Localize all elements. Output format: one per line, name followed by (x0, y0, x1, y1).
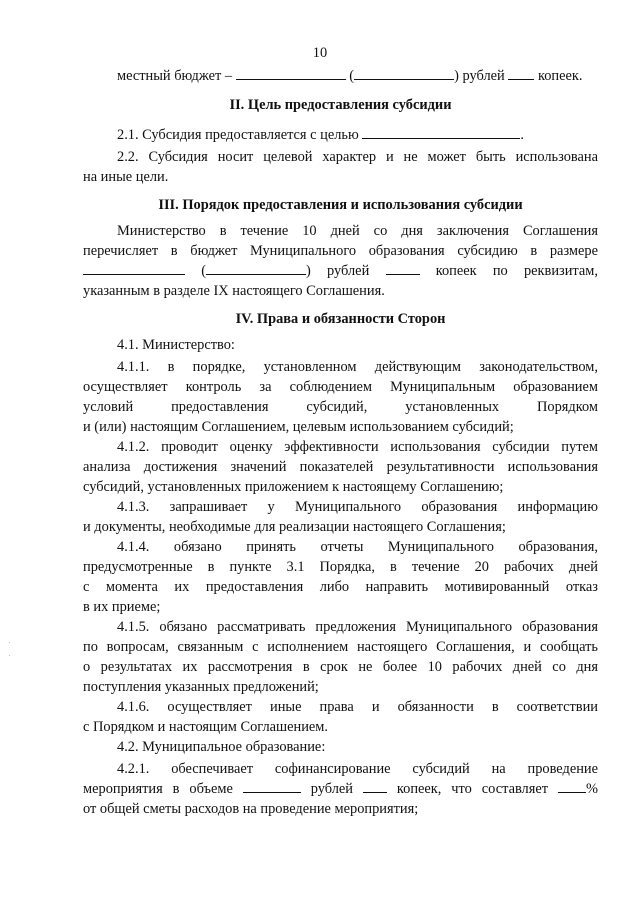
para-4-2-1-line-2 (83, 780, 598, 799)
local-budget-line: местный бюджет – ( ) рублей копеек. (117, 68, 583, 84)
amount-words-blank (354, 67, 454, 80)
para-4-1-1-line-3: условий предоставления субсидий, установленных Порядком (83, 399, 598, 415)
para-2-1 (117, 126, 598, 145)
para-4-1-4-line-4: в их приеме; (83, 599, 161, 615)
rub-label: рублей (462, 68, 505, 84)
purpose-blank (362, 126, 520, 139)
para-3-tail: копеек по реквизитам, (435, 263, 598, 279)
para-4-2: 4.2. Муниципальное образование: (117, 739, 326, 755)
para-4-1-4-line-1: 4.1.4. обязано принять отчеты Муниципального образования, (117, 539, 598, 555)
para-4-2-1-line-3: от общей сметы расходов на проведение мероприятия; (83, 801, 419, 817)
para-4-2-1-b: рублей (310, 781, 353, 797)
para-3-rub: рублей (327, 263, 370, 279)
para-3-line-3: ( ) рублей копеек по реквизитам, (83, 262, 598, 281)
scan-speck (9, 655, 10, 656)
kop-blank (508, 67, 534, 80)
para-4-1-2-line-1: 4.1.2. проводит оценку эффективности использования субсидии путем (117, 439, 598, 455)
para-4-1-2-line-3: субсидий, установленных приложением к настоящему Соглашению; (83, 479, 504, 495)
cofinance-kop-blank (363, 780, 387, 793)
para-4-1-6-line-1: 4.1.6. осуществляет иные права и обязанности в соответствии (117, 699, 598, 715)
section-3-heading: III. Порядок предоставления и использования субсидии (158, 197, 523, 213)
para-4-1-3-line-1: 4.1.3. запрашивает у Муниципального образования информацию (117, 499, 598, 515)
para-4-1-1-line-1: 4.1.1. в порядке, установленном действующим законодательством, (117, 359, 598, 375)
para-4-1: 4.1. Министерство: (117, 337, 235, 353)
para-4-1-5-line-2: по вопросам, связанным с исполнением настоящего Соглашения, и сообщать (83, 639, 598, 655)
subsidy-amount-blank (83, 262, 185, 275)
kop-label: копеек. (537, 68, 583, 84)
para-4-1-3-line-2: и документы, необходимые для реализации настоящего Соглашения; (83, 519, 506, 535)
para-4-2-1-a: мероприятия в объеме (83, 781, 233, 797)
para-3-line-2: перечисляет в бюджет Муниципального образования субсидию в размере (83, 243, 598, 259)
cofinance-amount-blank (243, 780, 301, 793)
page-number: 10 (312, 45, 328, 61)
para-4-1-1-line-2: осуществляет контроль за соблюдением Муниципальным образованием (83, 379, 598, 395)
amount-blank (236, 67, 346, 80)
section-4-heading: IV. Права и обязанности Сторон (235, 311, 446, 327)
para-2-2-line-2: на иные цели. (83, 169, 169, 185)
local-budget-label: местный бюджет – (117, 68, 233, 84)
subsidy-kop-blank (386, 262, 420, 275)
subsidy-words-blank (206, 262, 306, 275)
para-4-1-4-line-3: с момента их предоставления либо направить мотивированный отказ (83, 579, 598, 595)
para-4-1-5-line-3: о результатах их рассмотрения в срок не более 10 рабочих дней со дня (83, 659, 598, 675)
para-2-1-text: 2.1. Субсидия предоставляется с целью (117, 127, 359, 143)
para-4-1-5-line-1: 4.1.5. обязано рассматривать предложения Муниципального образования (117, 619, 598, 635)
para-3-line-4: указанным в разделе IX настоящего Соглашения. (83, 283, 385, 299)
para-4-2-1-line-1: 4.2.1. обеспечивает софинансирование субсидий на проведение (117, 761, 598, 777)
para-4-1-5-line-4: поступления указанных предложений; (83, 679, 319, 695)
para-4-1-1-line-4: и (или) настоящим Соглашением, целевым использованием субсидий; (83, 419, 514, 435)
para-4-1-2-line-2: анализа достижения значений показателей результативности использования (83, 459, 598, 475)
percent-sign: % (585, 781, 598, 797)
percent-blank (558, 780, 586, 793)
para-4-1-4-line-2: предусмотренные в пункте 3.1 Порядка, в течение 20 рабочих дней (83, 559, 598, 575)
para-4-2-1-c: копеек, что составляет (396, 781, 549, 797)
para-2-2-line-1: 2.2. Субсидия носит целевой характер и не может быть использована (117, 149, 598, 165)
para-2-1-end: . (520, 127, 524, 143)
para-4-1-6-line-2: с Порядком и настоящим Соглашением. (83, 719, 328, 735)
section-2-heading: II. Цель предоставления субсидии (229, 97, 452, 113)
para-3-line-1: Министерство в течение 10 дней со дня заключения Соглашения (117, 223, 598, 239)
scan-speck (9, 642, 10, 643)
